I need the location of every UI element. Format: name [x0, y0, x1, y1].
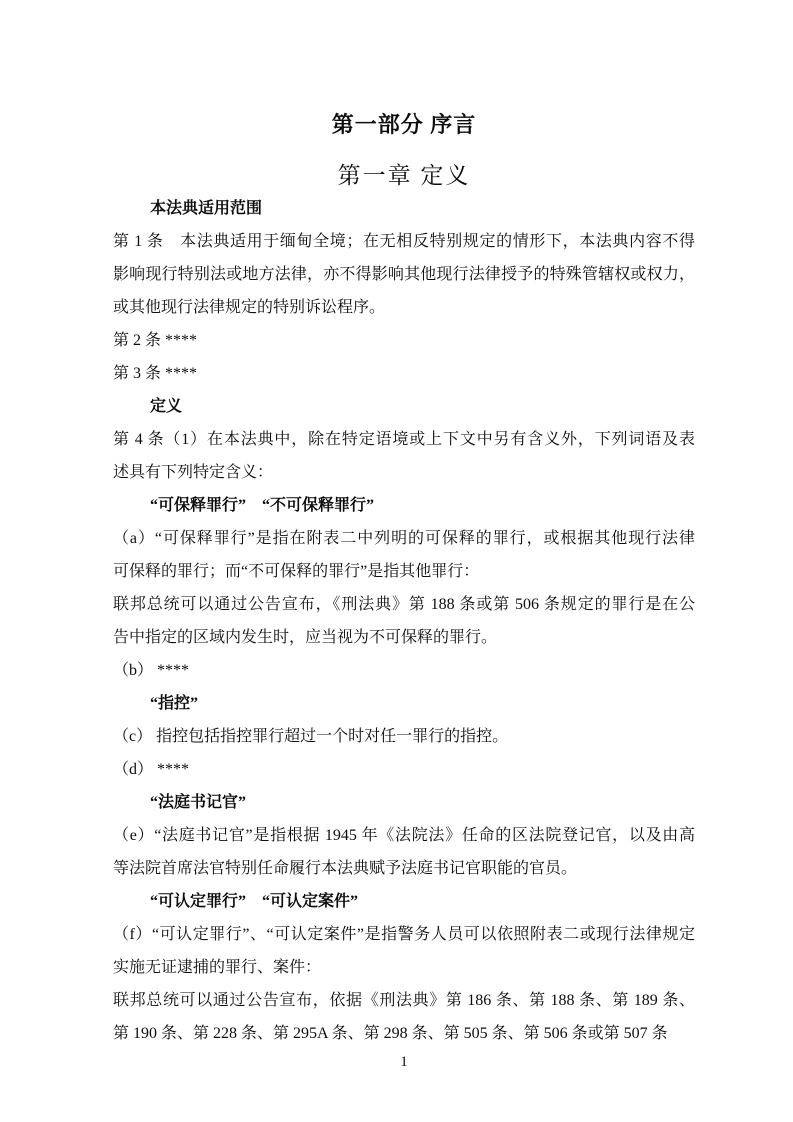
text-line: 影响现行特别法或地方法律，亦不得影响其他现行法律授予的特殊管辖权或权力，	[113, 266, 695, 283]
text-line: 可保释的罪行；而“不可保释的罪行”是指其他罪行：	[113, 563, 480, 580]
text-line: （e）“法庭书记官”是指根据 1945 年《法院法》任命的区法院登记官，以及由高	[113, 827, 695, 844]
part-title: 第一部分 序言	[331, 112, 477, 137]
text-line: 第 3 条 ****	[113, 365, 198, 382]
text-line: 联邦总统可以通过公告宣布，依据《刑法典》第 186 条、第 188 条、第 189 条、	[113, 992, 695, 1009]
text-line: 第 190 条、第 228 条、第 295A 条、第 298 条、第 505 条、第 506 条或第 507 条	[113, 1025, 668, 1042]
text-line: （c） 指控包括指控罪行超过一个时对任一罪行的指控。	[113, 728, 509, 745]
text-line: 实施无证逮捕的罪行、案件：	[113, 959, 322, 976]
text-line: 第 4 条（1）在本法典中，除在特定语境或上下文中另有含义外，下列词语及表	[113, 431, 695, 448]
text-line: “可保释罪行” “不可保释罪行”	[150, 497, 375, 514]
document-body	[113, 192, 695, 1050]
text-line: 等法院首席法官特别任命履行本法典赋予法庭书记官职能的官员。	[113, 860, 578, 877]
text-line: “可认定罪行” “可认定案件”	[150, 893, 359, 910]
page-number: 1	[400, 1054, 408, 1070]
text-line: （f）“可认定罪行”、“可认定案件”是指警务人员可以依照附表二或现行法律规定	[113, 926, 695, 943]
text-line: 告中指定的区域内发生时，应当视为不可保释的罪行。	[113, 629, 498, 646]
chapter-title: 第一章 定义	[337, 163, 471, 188]
text-line: “法庭书记官”	[150, 794, 247, 811]
text-line: 联邦总统可以通过公告宣布，《刑法典》第 188 条或第 506 条规定的罪行是在公	[113, 596, 695, 613]
text-line: 第 1 条 本法典适用于缅甸全境；在无相反特别规定的情形下，本法典内容不得	[113, 233, 695, 250]
text-line: 或其他现行法律规定的特别诉讼程序。	[113, 299, 386, 316]
text-line: （a）“可保释罪行”是指在附表二中列明的可保释的罪行，或根据其他现行法律	[113, 530, 695, 547]
text-line: 定义	[150, 398, 183, 415]
text-line: 第 2 条 ****	[113, 332, 198, 349]
text-line: “指控”	[150, 695, 199, 712]
text-line: （b） ****	[113, 662, 190, 679]
text-line: 述具有下列特定含义：	[113, 464, 274, 481]
text-line: 本法典适用范围	[150, 200, 263, 217]
text-line: （d） ****	[113, 761, 190, 778]
